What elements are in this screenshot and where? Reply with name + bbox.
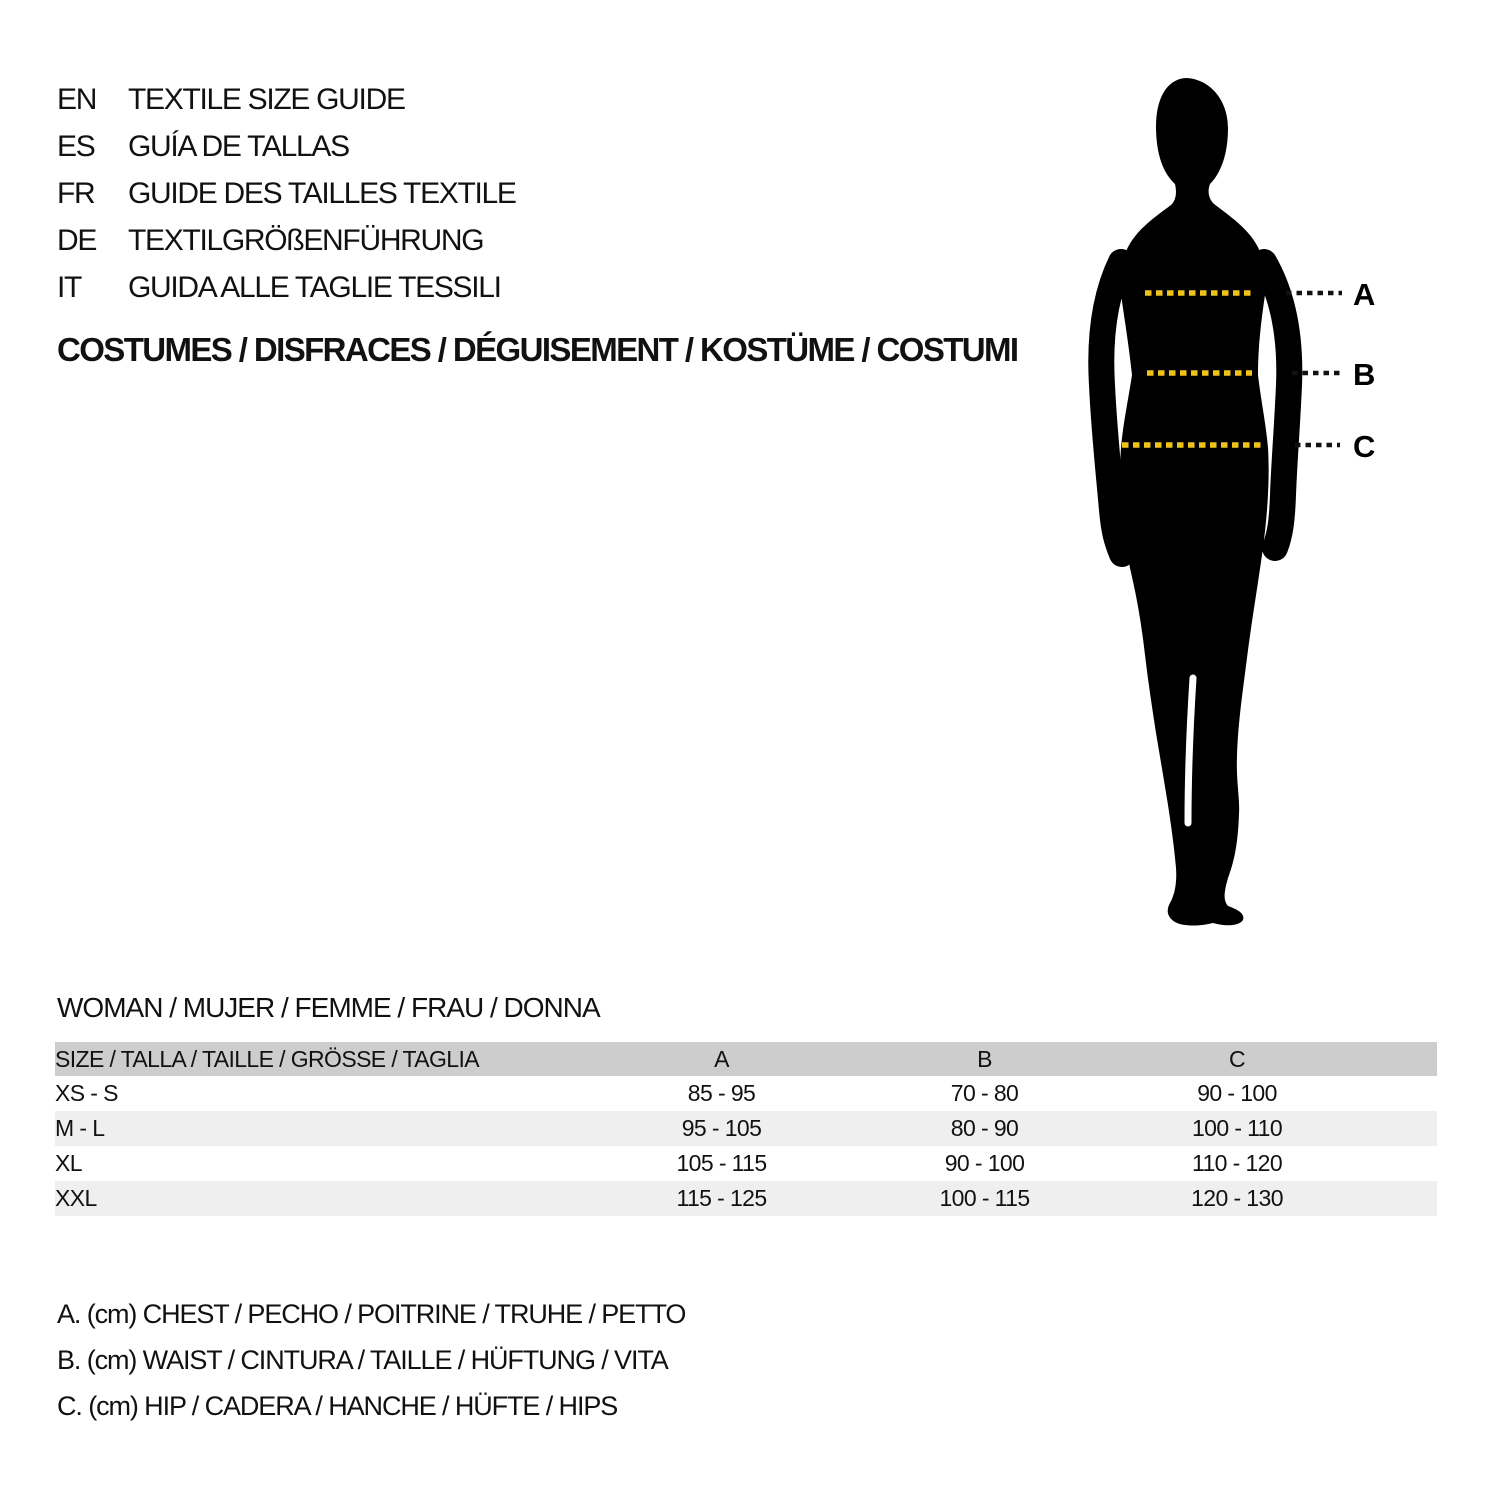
- lang-label: TEXTILE SIZE GUIDE: [128, 83, 405, 116]
- table-row-xl: [55, 1146, 1437, 1181]
- waist-cell: 80 - 90: [950, 1115, 1019, 1141]
- body-silhouette: [1119, 78, 1269, 926]
- lang-row-fr: [57, 170, 516, 217]
- size-table: [55, 1042, 1437, 1216]
- hip-cell: 120 - 130: [1191, 1185, 1283, 1211]
- chest-cell: 115 - 125: [676, 1185, 767, 1211]
- measurement-figure: [1070, 70, 1390, 960]
- size-cell: XL: [55, 1150, 82, 1176]
- section-heading-woman: WOMAN / MUJER / FEMME / FRAU / DONNA: [57, 992, 600, 1023]
- language-list: [57, 76, 516, 311]
- legend-item-waist: B. (cm) WAIST / CINTURA / TAILLE / HÜFTUNG / VITA: [57, 1345, 668, 1375]
- table-row-xxl: [55, 1181, 1437, 1216]
- size-cell: XXL: [55, 1185, 97, 1211]
- lang-row-en: [57, 76, 516, 123]
- lang-code: EN: [57, 83, 97, 116]
- lang-row-de: [57, 217, 516, 264]
- table-row-m-l: [55, 1111, 1437, 1146]
- waist-cell: 90 - 100: [944, 1150, 1025, 1176]
- size-cell: M - L: [55, 1115, 105, 1141]
- marker-a-label: A: [1353, 277, 1376, 312]
- legend-item-hip: C. (cm) HIP / CADERA / HANCHE / HÜFTE / HIPS: [57, 1391, 618, 1421]
- lang-label: GUIDE DES TAILLES TEXTILE: [128, 177, 516, 210]
- hip-cell: 110 - 120: [1191, 1150, 1283, 1176]
- lang-label: GUÍA DE TALLAS: [128, 130, 349, 163]
- waist-cell: 70 - 80: [950, 1080, 1019, 1106]
- lang-code: FR: [57, 177, 95, 210]
- header-col-c: C: [1228, 1046, 1245, 1072]
- header-size-label: SIZE / TALLA / TAILLE / GRÖSSE / TAGLIA: [55, 1046, 479, 1072]
- lang-row-it: [57, 264, 516, 311]
- table-header-row: [55, 1042, 1437, 1076]
- waist-cell: 100 - 115: [939, 1185, 1030, 1211]
- lang-code: ES: [57, 130, 95, 163]
- marker-b-label: B: [1353, 357, 1376, 392]
- marker-c-label: C: [1353, 429, 1376, 464]
- lang-code: DE: [57, 224, 97, 257]
- size-cell: XS - S: [55, 1080, 118, 1106]
- hip-cell: 90 - 100: [1197, 1080, 1277, 1106]
- lang-code: IT: [57, 271, 82, 304]
- header-col-b: B: [977, 1046, 992, 1072]
- measurement-legend: [57, 1291, 685, 1429]
- left-arm-shape: [1101, 262, 1122, 554]
- category-heading: COSTUMES / DISFRACES / DÉGUISEMENT / KOSTÜME / COSTUMI: [57, 331, 1018, 368]
- right-arm-shape: [1264, 262, 1289, 548]
- table-row-xs-s: [55, 1076, 1437, 1111]
- lang-row-es: [57, 123, 516, 170]
- header-col-a: A: [714, 1046, 729, 1072]
- hip-cell: 100 - 110: [1191, 1115, 1283, 1141]
- chest-cell: 105 - 115: [676, 1150, 767, 1176]
- lang-label: TEXTILGRÖßENFÜHRUNG: [128, 224, 484, 257]
- woman-silhouette-figure: [1070, 70, 1390, 960]
- legend-item-chest: A. (cm) CHEST / PECHO / POITRINE / TRUHE / PETTO: [57, 1299, 686, 1329]
- chest-cell: 85 - 95: [687, 1080, 756, 1106]
- chest-cell: 95 - 105: [681, 1115, 762, 1141]
- lang-label: GUIDA ALLE TAGLIE TESSILI: [128, 271, 501, 304]
